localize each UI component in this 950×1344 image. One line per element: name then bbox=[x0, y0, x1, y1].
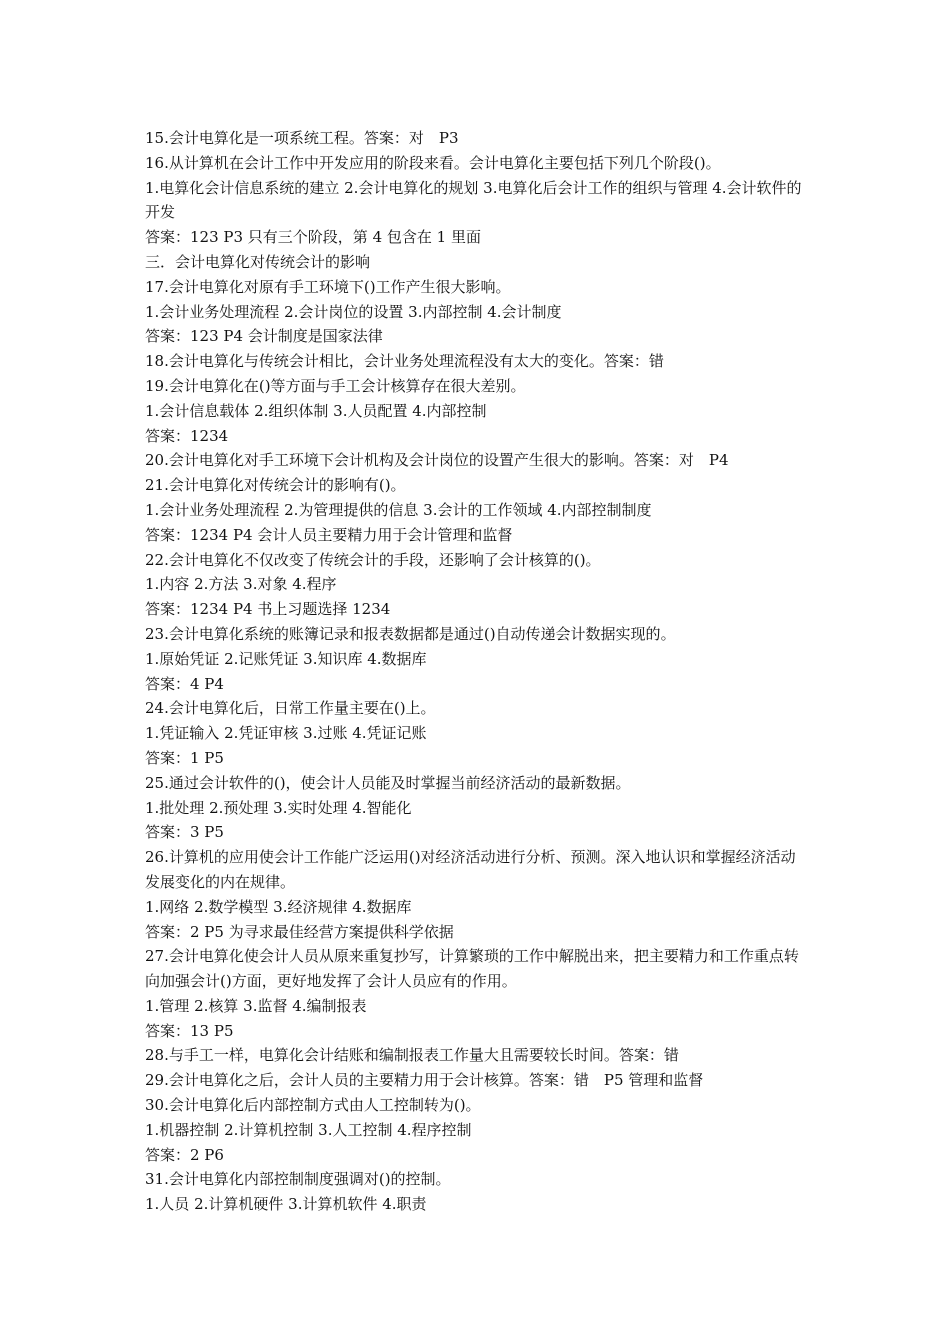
text-line: 1.凭证输入 2.凭证审核 3.过账 4.凭证记账 bbox=[145, 724, 427, 743]
text-line: 1.内容 2.方法 3.对象 4.程序 bbox=[145, 575, 337, 594]
text-line: 31.会计电算化内部控制制度强调对()的控制。 bbox=[145, 1170, 451, 1189]
text-line: 24.会计电算化后，日常工作量主要在()上。 bbox=[145, 699, 436, 718]
text-line: 1.会计业务处理流程 2.会计岗位的设置 3.内部控制 4.会计制度 bbox=[145, 302, 562, 321]
text-line: 30.会计电算化后内部控制方式由人工控制转为()。 bbox=[145, 1096, 481, 1115]
text-line: 答案：123 P3 只有三个阶段，第 4 包含在 1 里面 bbox=[145, 228, 481, 247]
text-line: 27.会计电算化使会计人员从原来重复抄写，计算繁琐的工作中解脱出来，把主要精力和工作重点转向加强会计()方面，更好地发挥了会计人员应有的作用。 bbox=[145, 947, 799, 991]
text-line: 1.会计业务处理流程 2.为管理提供的信息 3.会计的工作领域 4.内部控制制度 bbox=[145, 500, 652, 519]
text-line: 26.计算机的应用使会计工作能广泛运用()对经济活动进行分析、预测。深入地认识和掌握经济活动发展变化的内在规律。 bbox=[145, 848, 796, 891]
text-line: 23.会计电算化系统的账簿记录和报表数据都是通过()自动传递会计数据实现的。 bbox=[145, 624, 676, 643]
text-line: 29.会计电算化之后，会计人员的主要精力用于会计核算。答案：错 P5 管理和监督 bbox=[145, 1071, 704, 1090]
document-page bbox=[145, 126, 810, 1217]
text-line: 16.从计算机在会计工作中开发应用的阶段来看。会计电算化主要包括下列几个阶段()。 bbox=[145, 153, 721, 172]
text-line: 1.原始凭证 2.记账凭证 3.知识库 4.数据库 bbox=[145, 649, 427, 668]
text-line: 28.与手工一样，电算化会计结账和编制报表工作量大且需要较长时间。答案：错 bbox=[145, 1046, 679, 1065]
section-heading: 三．会计电算化对传统会计的影响 bbox=[145, 252, 371, 271]
text-line: 1.网络 2.数学模型 3.经济规律 4.数据库 bbox=[145, 897, 412, 916]
text-line: 15.会计电算化是一项系统工程。答案：对 P3 bbox=[145, 129, 459, 147]
text-line: 18.会计电算化与传统会计相比，会计业务处理流程没有太大的变化。答案：错 bbox=[145, 352, 664, 371]
text-line: 答案：1234 P4 会计人员主要精力用于会计管理和监督 bbox=[145, 525, 513, 544]
text-line: 22.会计电算化不仅改变了传统会计的手段，还影响了会计核算的()。 bbox=[145, 550, 601, 569]
text-line: 答案：3 P5 bbox=[145, 823, 224, 842]
text-line: 1.批处理 2.预处理 3.实时处理 4.智能化 bbox=[145, 798, 412, 817]
text-line: 1.人员 2.计算机硬件 3.计算机软件 4.职责 bbox=[145, 1195, 427, 1214]
text-line: 答案：4 P4 bbox=[145, 674, 224, 693]
text-line: 25.通过会计软件的()，使会计人员能及时掌握当前经济活动的最新数据。 bbox=[145, 773, 631, 792]
text-line: 1.管理 2.核算 3.监督 4.编制报表 bbox=[145, 996, 367, 1015]
text-line: 答案：2 P5 为寻求最佳经营方案提供科学依据 bbox=[145, 922, 454, 941]
text-line: 1.机器控制 2.计算机控制 3.人工控制 4.程序控制 bbox=[145, 1120, 472, 1139]
text-line: 17.会计电算化对原有手工环境下()工作产生很大影响。 bbox=[145, 277, 511, 296]
text-line: 21.会计电算化对传统会计的影响有()。 bbox=[145, 476, 406, 495]
text-line: 19.会计电算化在()等方面与手工会计核算存在很大差别。 bbox=[145, 376, 526, 395]
text-line: 1.电算化会计信息系统的建立 2.会计电算化的规划 3.电算化后会计工作的组织与管理 4.会计软件的开发 bbox=[145, 178, 802, 222]
text-line: 答案：1 P5 bbox=[145, 748, 224, 767]
text-line: 答案：123 P4 会计制度是国家法律 bbox=[145, 327, 383, 346]
text-line: 答案：1234 bbox=[145, 426, 229, 445]
text-line: 20.会计电算化对手工环境下会计机构及会计岗位的设置产生很大的影响。答案：对 P4 bbox=[145, 451, 729, 470]
text-line: 答案：13 P5 bbox=[145, 1021, 234, 1040]
text-line: 答案：2 P6 bbox=[145, 1145, 224, 1164]
text-line: 答案：1234 P4 书上习题选择 1234 bbox=[145, 600, 391, 619]
text-line: 1.会计信息载体 2.组织体制 3.人员配置 4.内部控制 bbox=[145, 401, 487, 420]
